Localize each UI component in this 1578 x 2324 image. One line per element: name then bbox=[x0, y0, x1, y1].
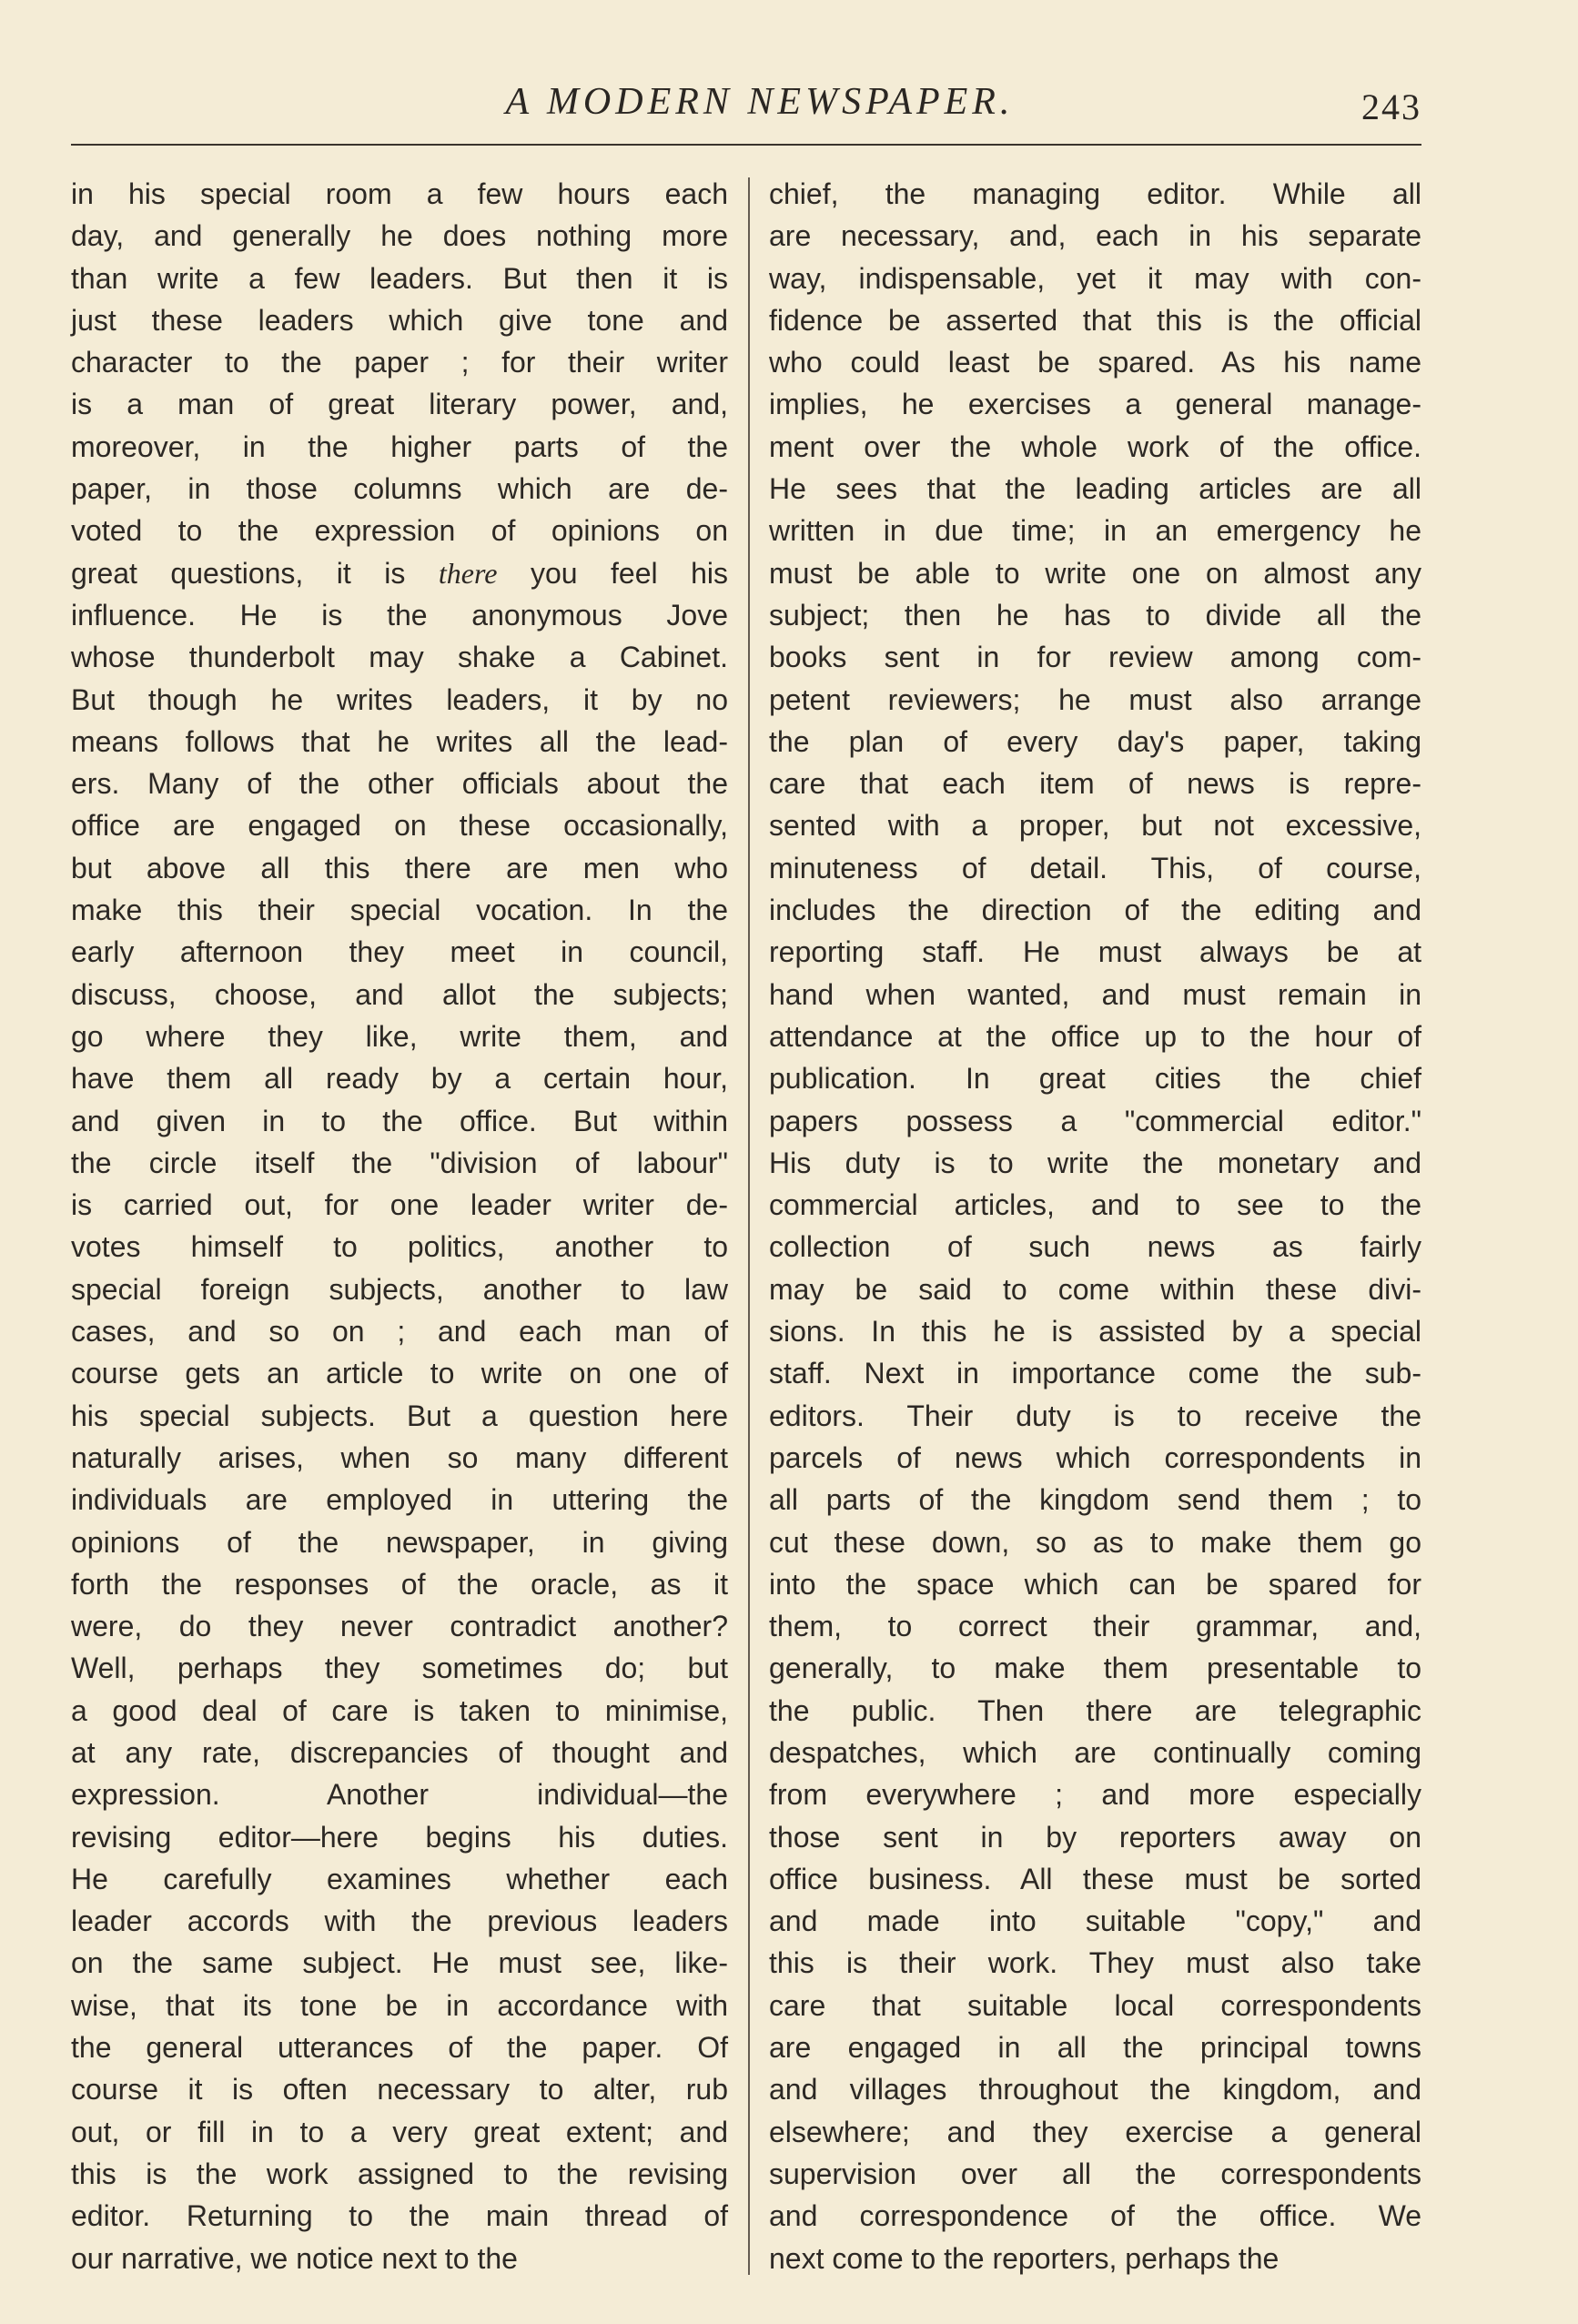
text-line: course gets an article to write on one of bbox=[71, 1357, 728, 1390]
text-line: just these leaders which give tone and bbox=[71, 303, 728, 337]
text-line: the circle itself the "division of labour" bbox=[71, 1146, 728, 1179]
text-line: is a man of great literary power, and, bbox=[71, 388, 728, 421]
text-line: day, and generally he does nothing more bbox=[71, 219, 728, 253]
text-line: parcels of news which correspondents in bbox=[769, 1440, 1421, 1474]
text-line: naturally arises, when so many different bbox=[71, 1440, 728, 1474]
text-line: He sees that the leading articles are all bbox=[769, 472, 1421, 506]
text-line: moreover, in the higher parts of the bbox=[71, 429, 728, 463]
text-line: sented with a proper, but not excessive, bbox=[769, 809, 1421, 843]
text-line: wise, that its tone be in accordance with bbox=[71, 1988, 728, 2022]
text-line: are engaged in all the principal towns bbox=[769, 2031, 1421, 2065]
text-line: office are engaged on these occasionally, bbox=[71, 809, 728, 843]
text-line: But though he writes leaders, it by no bbox=[71, 682, 728, 716]
text-line: His duty is to write the monetary and bbox=[769, 1146, 1421, 1179]
text-line: expression. Another individual—the bbox=[71, 1778, 728, 1812]
text-line: go where they like, write them, and bbox=[71, 1019, 728, 1053]
text-line: implies, he exercises a general manage- bbox=[769, 388, 1421, 421]
text-line: ment over the whole work of the office. bbox=[769, 429, 1421, 463]
text-line: than write a few leaders. But then it is bbox=[71, 261, 728, 295]
text-line: revising editor—here begins his duties. bbox=[71, 1820, 728, 1854]
text-line: and villages throughout the kingdom, and bbox=[769, 2073, 1421, 2107]
text-line: office business. All these must be sorted bbox=[769, 1862, 1421, 1895]
text-line: them, to correct their grammar, and, bbox=[769, 1610, 1421, 1643]
text-line: opinions of the newspaper, in giving bbox=[71, 1525, 728, 1559]
text-line: petent reviewers; he must also arrange bbox=[769, 682, 1421, 716]
text-line: subject; then he has to divide all the bbox=[769, 598, 1421, 632]
text-line: those sent in by reporters away on bbox=[769, 1820, 1421, 1854]
text-line: voted to the expression of opinions on bbox=[71, 514, 728, 548]
text-line: despatches, which are continually coming bbox=[769, 1735, 1421, 1769]
right-column bbox=[769, 173, 1421, 2279]
text-line: from everywhere ; and more especially bbox=[769, 1778, 1421, 1812]
header-rule bbox=[71, 144, 1421, 146]
text-line: way, indispensable, yet it may with con- bbox=[769, 261, 1421, 295]
text-line: special foreign subjects, another to law bbox=[71, 1272, 728, 1306]
text-line: includes the direction of the editing and bbox=[769, 894, 1421, 927]
text-line: discuss, choose, and allot the subjects; bbox=[71, 977, 728, 1011]
text-line: publication. In great cities the chief bbox=[769, 1062, 1421, 1096]
running-title: A MODERN NEWSPAPER. bbox=[505, 81, 1015, 123]
text-line: who could least be spared. As his name bbox=[769, 346, 1421, 379]
text-line: a good deal of care is taken to minimise, bbox=[71, 1693, 728, 1727]
text-line: influence. He is the anonymous Jove bbox=[71, 598, 728, 632]
text-line: out, or fill in to a very great extent; and bbox=[71, 2115, 728, 2148]
running-header bbox=[0, 80, 1578, 135]
text-line: written in due time; in an emergency he bbox=[769, 514, 1421, 548]
text-line: staff. Next in importance come the sub- bbox=[769, 1357, 1421, 1390]
text-line: generally, to make them presentable to bbox=[769, 1652, 1421, 1685]
text-line: are necessary, and, each in his separate bbox=[769, 219, 1421, 253]
text-line: cases, and so on ; and each man of bbox=[71, 1315, 728, 1349]
text-line: and made into suitable "copy," and bbox=[769, 1905, 1421, 1938]
text-line: paper, in those columns which are de- bbox=[71, 472, 728, 506]
text-line: character to the paper ; for their writer bbox=[71, 346, 728, 379]
text-line: the public. Then there are telegraphic bbox=[769, 1693, 1421, 1727]
text-line: supervision over all the correspondents bbox=[769, 2157, 1421, 2190]
text-line: minuteness of detail. This, of course, bbox=[769, 851, 1421, 884]
text-line: whose thunderbolt may shake a Cabinet. bbox=[71, 641, 728, 674]
text-line: our narrative, we notice next to the bbox=[71, 2241, 518, 2275]
text-line: cut these down, so as to make them go bbox=[769, 1525, 1421, 1559]
text-line: ers. Many of the other officials about the bbox=[71, 767, 728, 801]
text-line: papers possess a "commercial editor." bbox=[769, 1104, 1421, 1137]
text-line: may be said to come within these divi- bbox=[769, 1272, 1421, 1306]
text-line: means follows that he writes all the lead- bbox=[71, 724, 728, 758]
page-number: 243 bbox=[1361, 86, 1421, 127]
text-line: individuals are employed in uttering the bbox=[71, 1483, 728, 1517]
text-line: all parts of the kingdom send them ; to bbox=[769, 1483, 1421, 1517]
text-line: his special subjects. But a question here bbox=[71, 1399, 728, 1432]
text-line: hand when wanted, and must remain in bbox=[769, 977, 1421, 1011]
text-line: have them all ready by a certain hour, bbox=[71, 1062, 728, 1096]
text-line: books sent in for review among com- bbox=[769, 641, 1421, 674]
text-line: commercial articles, and to see to the bbox=[769, 1188, 1421, 1222]
text-line: the plan of every day's paper, taking bbox=[769, 724, 1421, 758]
text-line: on the same subject. He must see, like- bbox=[71, 1946, 728, 1980]
text-line: great questions, it is there you feel his bbox=[71, 556, 729, 590]
text-line: must be able to write one on almost any bbox=[769, 556, 1421, 590]
text-line: sions. In this he is assisted by a special bbox=[769, 1315, 1421, 1349]
text-line: make this their special vocation. In the bbox=[71, 894, 728, 927]
text-line: He carefully examines whether each bbox=[71, 1862, 728, 1895]
text-line: but above all this there are men who bbox=[71, 851, 728, 884]
emphasis: there bbox=[438, 556, 498, 590]
text-line: attendance at the office up to the hour of bbox=[769, 1019, 1421, 1053]
text-line: chief, the managing editor. While all bbox=[769, 177, 1421, 210]
text-line: editor. Returning to the main thread of bbox=[71, 2199, 728, 2233]
text-line: were, do they never contradict another? bbox=[71, 1610, 728, 1643]
text-line: care that suitable local correspondents bbox=[769, 1988, 1421, 2022]
text-line: into the space which can be spared for bbox=[769, 1567, 1421, 1601]
text-line: in his special room a few hours each bbox=[71, 177, 728, 210]
text-line: and correspondence of the office. We bbox=[769, 2199, 1421, 2233]
text-line: the general utterances of the paper. Of bbox=[71, 2031, 728, 2065]
left-column bbox=[71, 173, 728, 2279]
text-line: votes himself to politics, another to bbox=[71, 1230, 728, 1264]
text-line: and given in to the office. But within bbox=[71, 1104, 728, 1137]
text-line: leader accords with the previous leaders bbox=[71, 1905, 728, 1938]
column-divider bbox=[748, 177, 750, 2275]
text-line: early afternoon they meet in council, bbox=[71, 935, 728, 969]
text-line: fidence be asserted that this is the official bbox=[769, 303, 1421, 337]
text-line: reporting staff. He must always be at bbox=[769, 935, 1421, 969]
text-line: Well, perhaps they sometimes do; but bbox=[71, 1652, 728, 1685]
text-line: care that each item of news is repre- bbox=[769, 767, 1421, 801]
text-line: this is the work assigned to the revising bbox=[71, 2157, 728, 2190]
text-line: next come to the reporters, perhaps the bbox=[769, 2241, 1280, 2275]
text-line: course it is often necessary to alter, rub bbox=[71, 2073, 728, 2107]
text-line: forth the responses of the oracle, as it bbox=[71, 1567, 728, 1601]
text-line: collection of such news as fairly bbox=[769, 1230, 1421, 1264]
text-line: this is their work. They must also take bbox=[769, 1946, 1421, 1980]
text-line: editors. Their duty is to receive the bbox=[769, 1399, 1421, 1432]
text-line: at any rate, discrepancies of thought and bbox=[71, 1735, 728, 1769]
text-line: is carried out, for one leader writer de- bbox=[71, 1188, 728, 1222]
text-line: elsewhere; and they exercise a general bbox=[769, 2115, 1421, 2148]
